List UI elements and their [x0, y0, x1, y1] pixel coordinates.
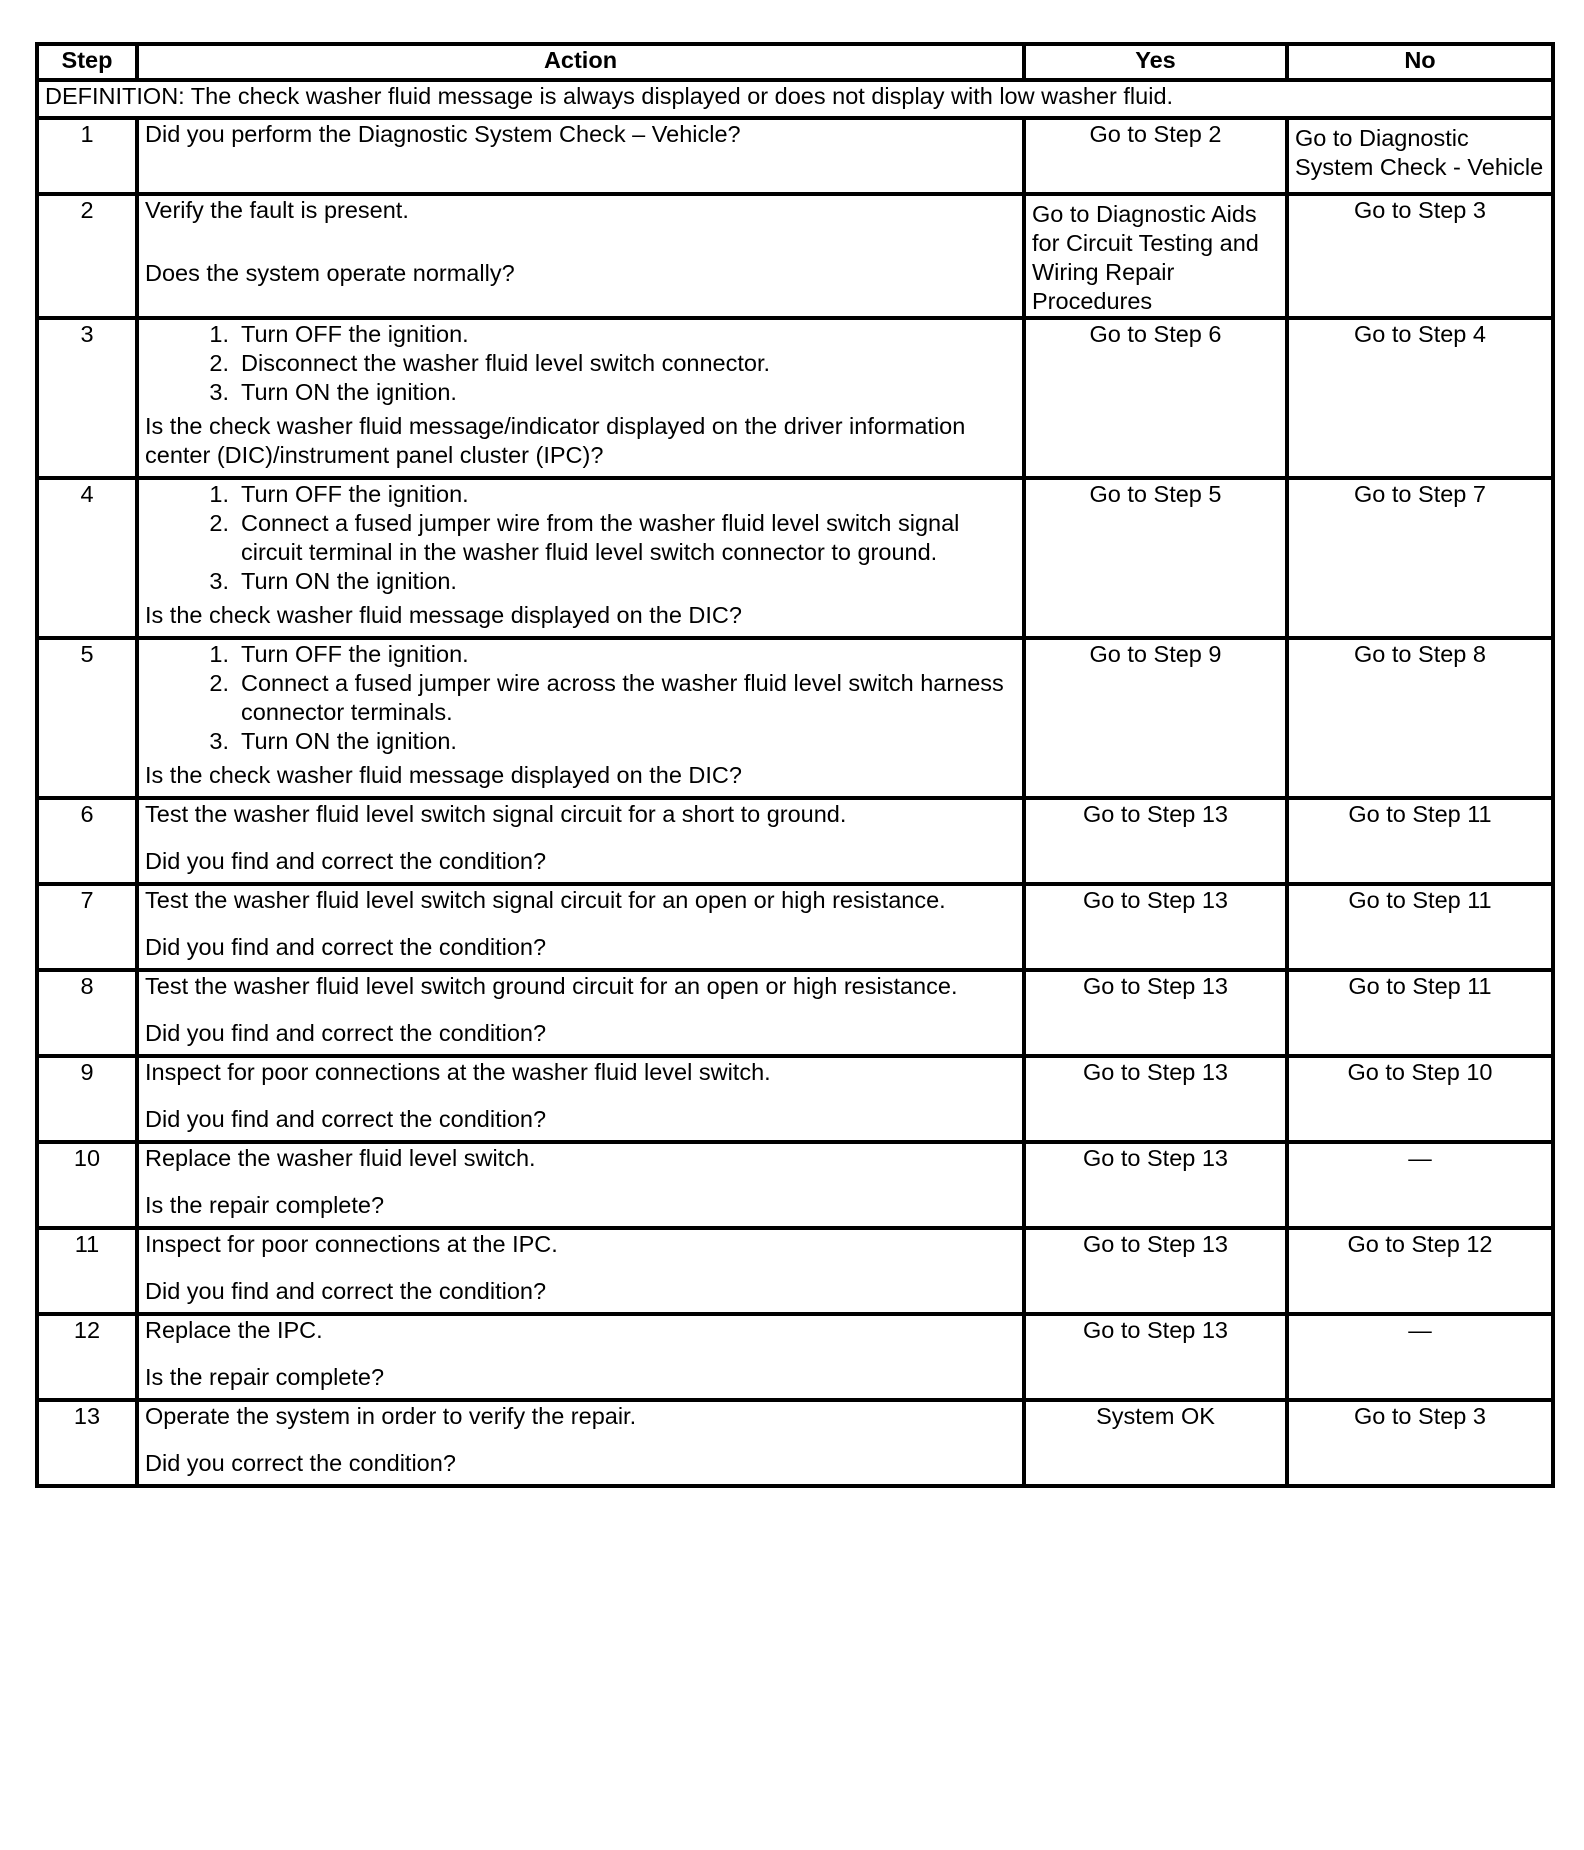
substep-number: 3.	[209, 728, 229, 754]
substep-item	[145, 320, 1016, 349]
header-no: No	[1287, 44, 1553, 80]
action-question: Did you find and correct the condition?	[145, 1020, 547, 1046]
header-action: Action	[137, 44, 1024, 80]
action-question: Did you find and correct the condition?	[145, 1278, 547, 1304]
action-cell	[137, 194, 1024, 318]
substep-text: Turn OFF the ignition.	[241, 321, 469, 347]
no-result: Go to Step 12	[1287, 1228, 1553, 1314]
no-result: Go to Step 7	[1287, 478, 1553, 638]
action-instruction: Test the washer fluid level switch signal circuit for a short to ground.	[145, 801, 847, 827]
step-number: 1	[37, 118, 137, 194]
substep-item	[145, 669, 1016, 727]
action-instruction: Replace the washer fluid level switch.	[145, 1145, 536, 1171]
substep-text: Turn ON the ignition.	[241, 379, 457, 405]
table-row	[37, 194, 1553, 318]
action-instruction: Inspect for poor connections at the washer fluid level switch.	[145, 1059, 771, 1085]
substep-list	[145, 640, 1016, 756]
no-result: —	[1287, 1314, 1553, 1400]
action-cell	[137, 478, 1024, 638]
substep-item	[145, 349, 1016, 378]
yes-result: Go to Step 13	[1024, 1142, 1287, 1228]
substep-text: Connect a fused jumper wire from the washer fluid level switch signal circuit terminal in the washer fluid level switch connector to ground.	[241, 510, 960, 565]
action-cell	[137, 1142, 1024, 1228]
table-row	[37, 478, 1553, 638]
action-instruction: Did you perform the Diagnostic System Check – Vehicle?	[145, 121, 741, 147]
step-number: 11	[37, 1228, 137, 1314]
substep-item	[145, 509, 1016, 567]
action-instruction: Replace the IPC.	[145, 1317, 323, 1343]
no-result: Go to Step 11	[1287, 970, 1553, 1056]
no-result: Go to Step 3	[1287, 1400, 1553, 1486]
action-instruction: Inspect for poor connections at the IPC.	[145, 1231, 558, 1257]
action-question: Is the repair complete?	[145, 1192, 385, 1218]
action-instruction: Operate the system in order to verify the repair.	[145, 1403, 637, 1429]
no-result: Go to Step 3	[1287, 194, 1553, 318]
action-cell	[137, 318, 1024, 478]
no-result: Go to Step 11	[1287, 884, 1553, 970]
table-row	[37, 318, 1553, 478]
yes-result: Go to Step 13	[1024, 884, 1287, 970]
table-row	[37, 1400, 1553, 1486]
action-cell	[137, 1314, 1024, 1400]
step-number: 2	[37, 194, 137, 318]
substep-item	[145, 480, 1016, 509]
action-question: Did you correct the condition?	[145, 1450, 456, 1476]
action-cell	[137, 118, 1024, 194]
action-question: Does the system operate normally?	[145, 260, 515, 286]
substep-text: Connect a fused jumper wire across the washer fluid level switch harness connector terminals.	[241, 670, 1004, 725]
yes-result: Go to Step 13	[1024, 1314, 1287, 1400]
action-cell	[137, 798, 1024, 884]
step-number: 12	[37, 1314, 137, 1400]
table-row	[37, 1228, 1553, 1314]
action-cell	[137, 1228, 1024, 1314]
action-instruction: Test the washer fluid level switch ground circuit for an open or high resistance.	[145, 973, 958, 999]
action-instruction: Verify the fault is present.	[145, 197, 409, 223]
diagnostic-table	[35, 42, 1555, 1488]
action-cell	[137, 884, 1024, 970]
step-number: 9	[37, 1056, 137, 1142]
yes-result: Go to Step 13	[1024, 1228, 1287, 1314]
action-question: Is the check washer fluid message/indicator displayed on the driver information center (DIC)/instrument panel cluster (IPC)?	[145, 413, 966, 468]
step-number: 3	[37, 318, 137, 478]
step-number: 5	[37, 638, 137, 798]
table-row	[37, 1142, 1553, 1228]
table-row	[37, 118, 1553, 194]
yes-result: Go to Step 5	[1024, 478, 1287, 638]
action-cell	[137, 638, 1024, 798]
table-row	[37, 884, 1553, 970]
action-cell	[137, 1400, 1024, 1486]
substep-number: 3.	[209, 568, 229, 594]
yes-result: Go to Step 13	[1024, 798, 1287, 884]
action-instruction: Test the washer fluid level switch signal circuit for an open or high resistance.	[145, 887, 946, 913]
table-row	[37, 1056, 1553, 1142]
substep-list	[145, 320, 1016, 407]
no-result: —	[1287, 1142, 1553, 1228]
substep-text: Turn OFF the ignition.	[241, 481, 469, 507]
yes-result: Go to Step 13	[1024, 970, 1287, 1056]
no-result: Go to Step 11	[1287, 798, 1553, 884]
table-row	[37, 1314, 1553, 1400]
definition-text: DEFINITION: The check washer fluid message is always displayed or does not display with low washer fluid.	[37, 80, 1553, 118]
step-number: 7	[37, 884, 137, 970]
substep-number: 2.	[209, 350, 229, 376]
table-row	[37, 638, 1553, 798]
yes-result: Go to Step 13	[1024, 1056, 1287, 1142]
action-question: Is the repair complete?	[145, 1364, 385, 1390]
header-yes: Yes	[1024, 44, 1287, 80]
step-number: 10	[37, 1142, 137, 1228]
table-row	[37, 798, 1553, 884]
substep-text: Turn ON the ignition.	[241, 728, 457, 754]
action-question: Is the check washer fluid message displayed on the DIC?	[145, 762, 742, 788]
action-cell	[137, 1056, 1024, 1142]
substep-text: Turn OFF the ignition.	[241, 641, 469, 667]
substep-text: Turn ON the ignition.	[241, 568, 457, 594]
substep-item	[145, 567, 1016, 596]
table-row	[37, 970, 1553, 1056]
yes-result: Go to Step 6	[1024, 318, 1287, 478]
step-number: 4	[37, 478, 137, 638]
no-result: Go to Diagnostic System Check - Vehicle	[1287, 118, 1553, 194]
substep-number: 1.	[209, 481, 229, 507]
step-number: 6	[37, 798, 137, 884]
step-number: 13	[37, 1400, 137, 1486]
substep-list	[145, 480, 1016, 596]
substep-number: 2.	[209, 510, 229, 536]
header-row	[37, 44, 1553, 80]
yes-result: Go to Step 2	[1024, 118, 1287, 194]
yes-result: Go to Diagnostic Aids for Circuit Testing and Wiring Repair Procedures	[1024, 194, 1287, 318]
substep-item	[145, 640, 1016, 669]
action-question: Is the check washer fluid message displayed on the DIC?	[145, 602, 742, 628]
no-result: Go to Step 8	[1287, 638, 1553, 798]
substep-number: 3.	[209, 379, 229, 405]
action-question: Did you find and correct the condition?	[145, 848, 547, 874]
no-result: Go to Step 4	[1287, 318, 1553, 478]
substep-item	[145, 727, 1016, 756]
action-question: Did you find and correct the condition?	[145, 934, 547, 960]
no-result: Go to Step 10	[1287, 1056, 1553, 1142]
action-question: Did you find and correct the condition?	[145, 1106, 547, 1132]
substep-number: 2.	[209, 670, 229, 696]
action-cell	[137, 970, 1024, 1056]
substep-number: 1.	[209, 321, 229, 347]
step-number: 8	[37, 970, 137, 1056]
yes-result: System OK	[1024, 1400, 1287, 1486]
definition-row	[37, 80, 1553, 118]
yes-result: Go to Step 9	[1024, 638, 1287, 798]
header-step: Step	[37, 44, 137, 80]
substep-text: Disconnect the washer fluid level switch connector.	[241, 350, 771, 376]
substep-item	[145, 378, 1016, 407]
substep-number: 1.	[209, 641, 229, 667]
